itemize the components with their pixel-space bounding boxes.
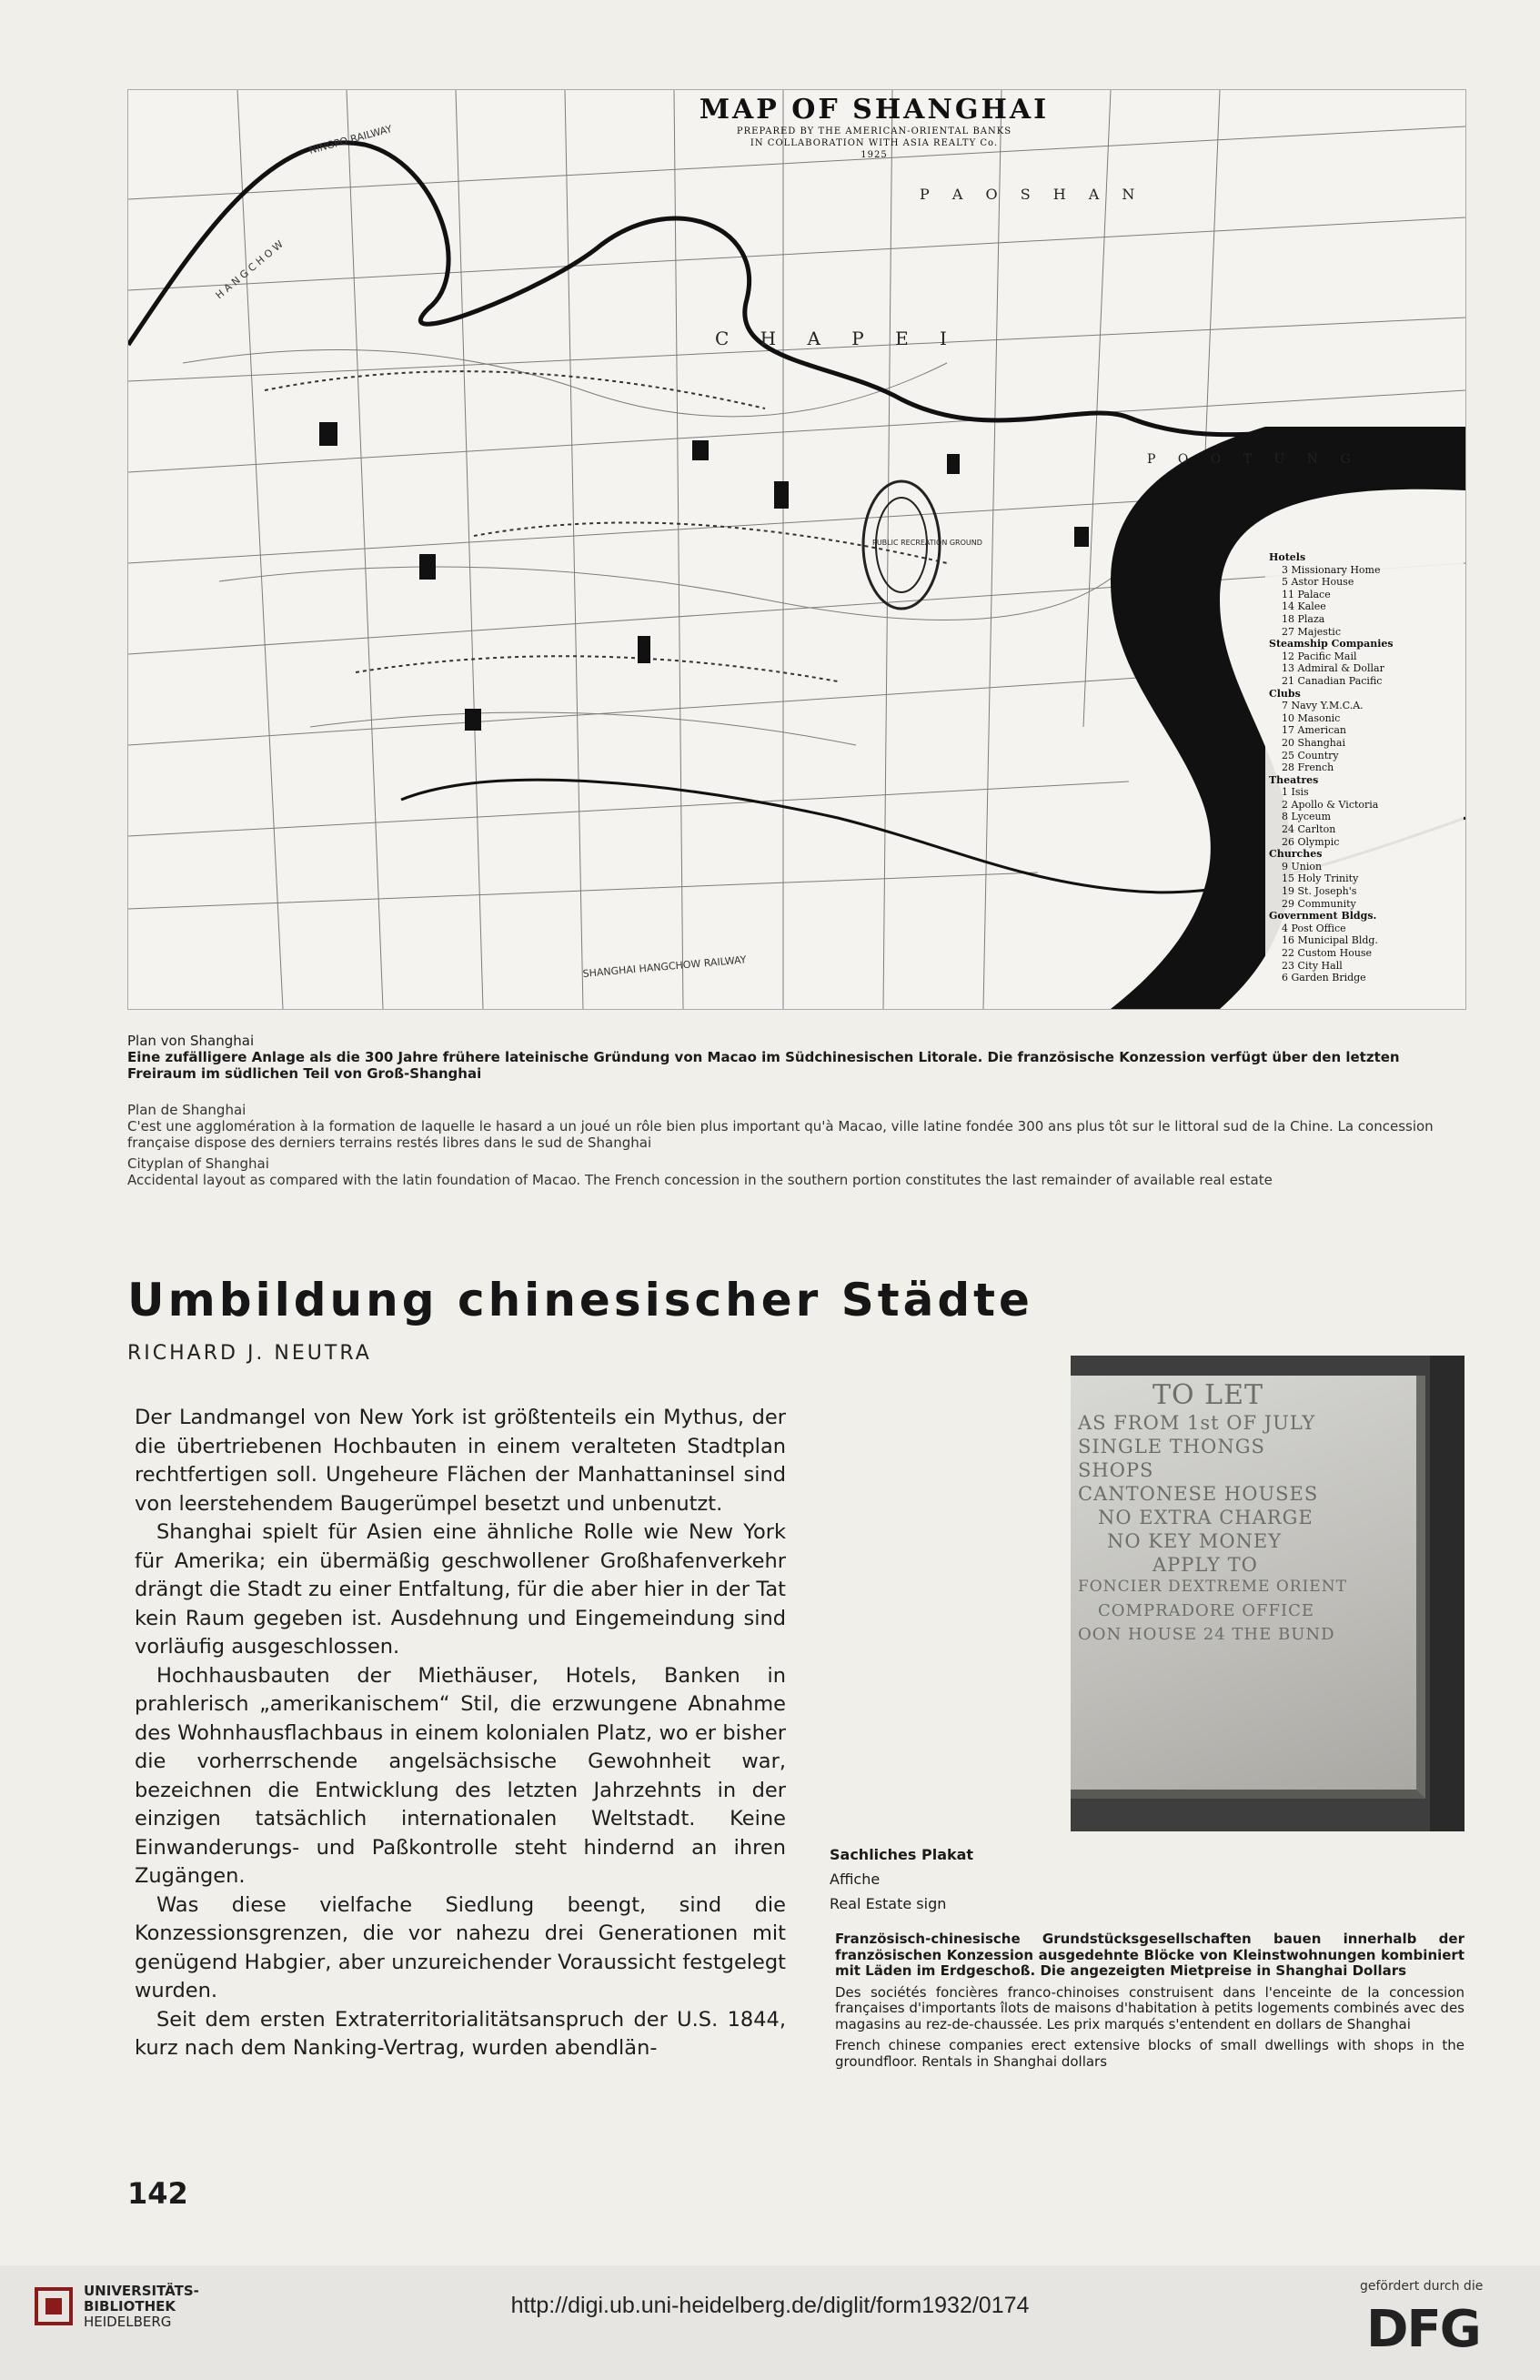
map-caption-en-text: Accidental layout as compared with the latin foundation of Macao. The French concession in the southern portion constitutes the last remainder of available real estate [127,1172,1273,1188]
map-label-recreation-ground: PUBLIC RECREATION GROUND [872,539,982,547]
map-subtitle-2: IN COLLABORATION WITH ASIA REALTY Co. [750,138,999,148]
legend-item: 3 Missionary Home [1282,563,1381,576]
library-line-1: UNIVERSITÄTS- [84,2283,199,2299]
legend-item: 20 Shanghai [1282,736,1345,749]
paragraph: Seit dem ersten Extraterritorialitätsanspruch der U.S. 1844, kurz nach dem Nanking-Vertrag, wurden abendlän- [135,2007,786,2060]
photo-caption-de: Sachliches Plakat [830,1846,974,1863]
sign-line: COMPRADORE OFFICE [1098,1601,1314,1620]
legend-item: 21 Canadian Pacific [1282,674,1383,687]
paragraph: Der Landmangel von New York ist größtenteils ein Mythus, der die übertriebenen Hochbauten in einem veralteten Stadtplan rechtfertigen soll. Ungeheure Flächen der Manhattaninsel sind von leerstehendem Baugerümpel besetzt und unbenutzt. [135,1406,786,1516]
legend-item: 5 Astor House [1282,576,1354,589]
map-label-hangchow: H A N G C H O W [213,237,286,302]
sign-line: AS FROM 1st OF JULY [1078,1412,1316,1434]
photo-dark-edge [1430,1356,1465,1831]
library-line-3: HEIDELBERG [84,2314,172,2330]
legend-item: 2 Apollo & Victoria [1282,798,1379,811]
paragraph: Was diese vielfache Siedlung beengt, sind die Konzessionsgrenzen, die vor nahezu drei Generationen mit genügend Habgier, aber unzureichender Voraussicht festgelegt wurden. [135,1892,786,2002]
photo-long-caption [835,1931,1465,2075]
legend-item: 10 Masonic [1282,711,1341,724]
long-caption-fr: Des sociétés foncières franco-chinoises construisent dans l'enceinte de la concession françaises d'importants îlots de maisons d'habitation à petits logements combinés avec des magasins au rez-de-chaussée. Les prix marqués s'entendent en dollars de Shanghai [835,1983,1465,2032]
map-caption-german [127,1033,1465,1082]
photo-caption [830,1842,1057,1916]
legend-item: 22 Custom House [1282,947,1373,959]
long-caption-de: Französisch-chinesische Grundstücksgesellschaften bauen innerhalb der französischen Konzession ausgedehnte Blöcke von Kleinstwohnungen kombiniert mit Läden im Erdgeschoß. Die angezeigten Mietpreise in Shanghai Dollars [835,1931,1465,1979]
map-title-block [692,94,1056,161]
legend-item: 28 French [1282,761,1334,774]
legend-item: 6 Garden Bridge [1282,972,1366,984]
map-subtitle-1: PREPARED BY THE AMERICAN-ORIENTAL BANKS [736,126,1012,136]
article-body [135,1404,786,2063]
legend-item: 1 Isis [1282,786,1309,799]
legend-item: 14 Kalee [1282,600,1326,613]
map-label-railway-south: SHANGHAI HANGCHOW RAILWAY [582,953,747,980]
legend-item: 29 Community [1282,897,1356,910]
legend-group-title: Clubs [1269,687,1301,700]
footer-bar [0,2265,1540,2380]
map-label-paoshan: P A O S H A N [920,186,1144,203]
sign-line: NO KEY MONEY [1107,1530,1283,1552]
shanghai-map [127,89,1466,1010]
legend-item: 13 Admiral & Dollar [1282,662,1384,675]
photo-caption-en: Real Estate sign [830,1895,947,1912]
legend-item: 9 Union [1282,860,1323,872]
sign-line: APPLY TO [1152,1554,1258,1576]
legend-group-title: Steamship Companies [1269,638,1394,650]
legend-item: 8 Lyceum [1282,811,1332,823]
map-caption-fr-text: C'est une agglomération à la formation de laquelle le hasard a un joué un rôle bien plus important qu'à Macao, ville latine fondée 300 ans plus tôt sur le littoral sud de la Chine. La concession française dispose des derniers terrains restés libres dans le sud de Shanghai [127,1118,1434,1151]
map-caption-de-text: Eine zufälligere Anlage als die 300 Jahre frühere lateinische Gründung von Macao im Südchinesischen Litorale. Die französische Konzession verfügt über den letzten Freiraum im südlichen Teil von Groß-Shanghai [127,1049,1400,1082]
paragraph: Shanghai spielt für Asien eine ähnliche Rolle wie New York für Amerika; ein übermäßig geschwollener Großhafenverkehr drängt die Stadt zu einer Entfaltung, für die aber hier in der Tat kein Raum gegeben ist. Ausdehnung und Eingemeindung sind vorläufig ausgeschlossen. [135,1520,786,1659]
photo-caption-fr: Affiche [830,1871,881,1888]
legend-group-title: Theatres [1269,773,1319,786]
map-caption-french [127,1102,1465,1151]
legend-item: 4 Post Office [1282,922,1346,934]
sign-line: NO EXTRA CHARGE [1098,1507,1314,1528]
legend-item: 19 St. Joseph's [1282,885,1357,898]
legend-group-title: Hotels [1269,551,1306,563]
map-legend [1265,550,1464,986]
map-label-chapei: C H A P E I [715,328,960,349]
sign-line: SINGLE THONGS [1078,1436,1265,1457]
legend-item: 7 Navy Y.M.C.A. [1282,700,1364,712]
map-caption-english [127,1155,1465,1188]
legend-item: 26 Olympic [1282,835,1340,848]
legend-item: 27 Majestic [1282,625,1341,638]
map-caption-de-title: Plan von Shanghai [127,1033,255,1049]
map-subtitle-3: 1925 [861,150,888,160]
legend-item: 24 Carlton [1282,823,1336,836]
sign-line: OON HOUSE 24 THE BUND [1078,1625,1335,1644]
legend-item: 11 Palace [1282,588,1331,600]
sign-line: TO LET [1152,1379,1263,1411]
funding-label: gefördert durch die [1360,2279,1484,2294]
legend-item: 17 American [1282,724,1346,737]
page-number: 142 [127,2176,188,2211]
real-estate-sign-photo [1071,1356,1465,1831]
sign-board [1071,1376,1425,1799]
paragraph: Hochhausbauten der Miethäuser, Hotels, Banken in prahlerisch „amerikanischem“ Stil, die erzwungene Abnahme des Wohnhausflachbaus in einem kolonialen Platz, wo er bisher die vorherrschende angelsächsische Gewohnheit war, bezeichnen die Entwicklung des letzten Jahrzehnts in der einzigen tatsächlich internationalen Weltstadt. Keine Einwanderungs- und Paßkontrolle steht hindernd an ihren Zugängen. [135,1663,786,1888]
sign-line: SHOPS [1078,1459,1154,1481]
library-line-2: BIBLIOTHEK [84,2298,176,2314]
legend-item: 12 Pacific Mail [1282,650,1357,662]
legend-item: 23 City Hall [1282,959,1343,972]
map-label-ningpo-railway: NINGPO RAILWAY [307,123,394,156]
legend-item: 25 Country [1282,749,1339,761]
source-url-link[interactable]: http://digi.ub.uni-heidelberg.de/diglit/form1932/0174 [510,2293,1030,2318]
map-caption-en-title: Cityplan of Shanghai [127,1155,269,1172]
sign-line: CANTONESE HOUSES [1078,1483,1319,1505]
legend-item: 18 Plaza [1282,612,1325,625]
map-title: MAP OF SHANGHAI [699,94,1050,126]
legend-item: 15 Holy Trinity [1282,872,1359,885]
legend-group-title: Government Bldgs. [1269,910,1377,923]
long-caption-en: French chinese companies erect extensive blocks of small dwellings with shops in the groundfloor. Rentals in Shanghai dollars [835,2037,1465,2070]
dfg-logo: DFG [1366,2300,1480,2359]
article-title: Umbildung chinesischer Städte [127,1274,1033,1326]
map-label-pootung: P O O T U N G [1147,452,1360,467]
legend-item: 16 Municipal Bldg. [1282,934,1378,947]
article-author: RICHARD J. NEUTRA [127,1342,372,1365]
sign-line: FONCIER DEXTREME ORIENT [1078,1578,1347,1596]
map-caption-fr-title: Plan de Shanghai [127,1102,247,1118]
legend-group-title: Churches [1269,848,1323,861]
